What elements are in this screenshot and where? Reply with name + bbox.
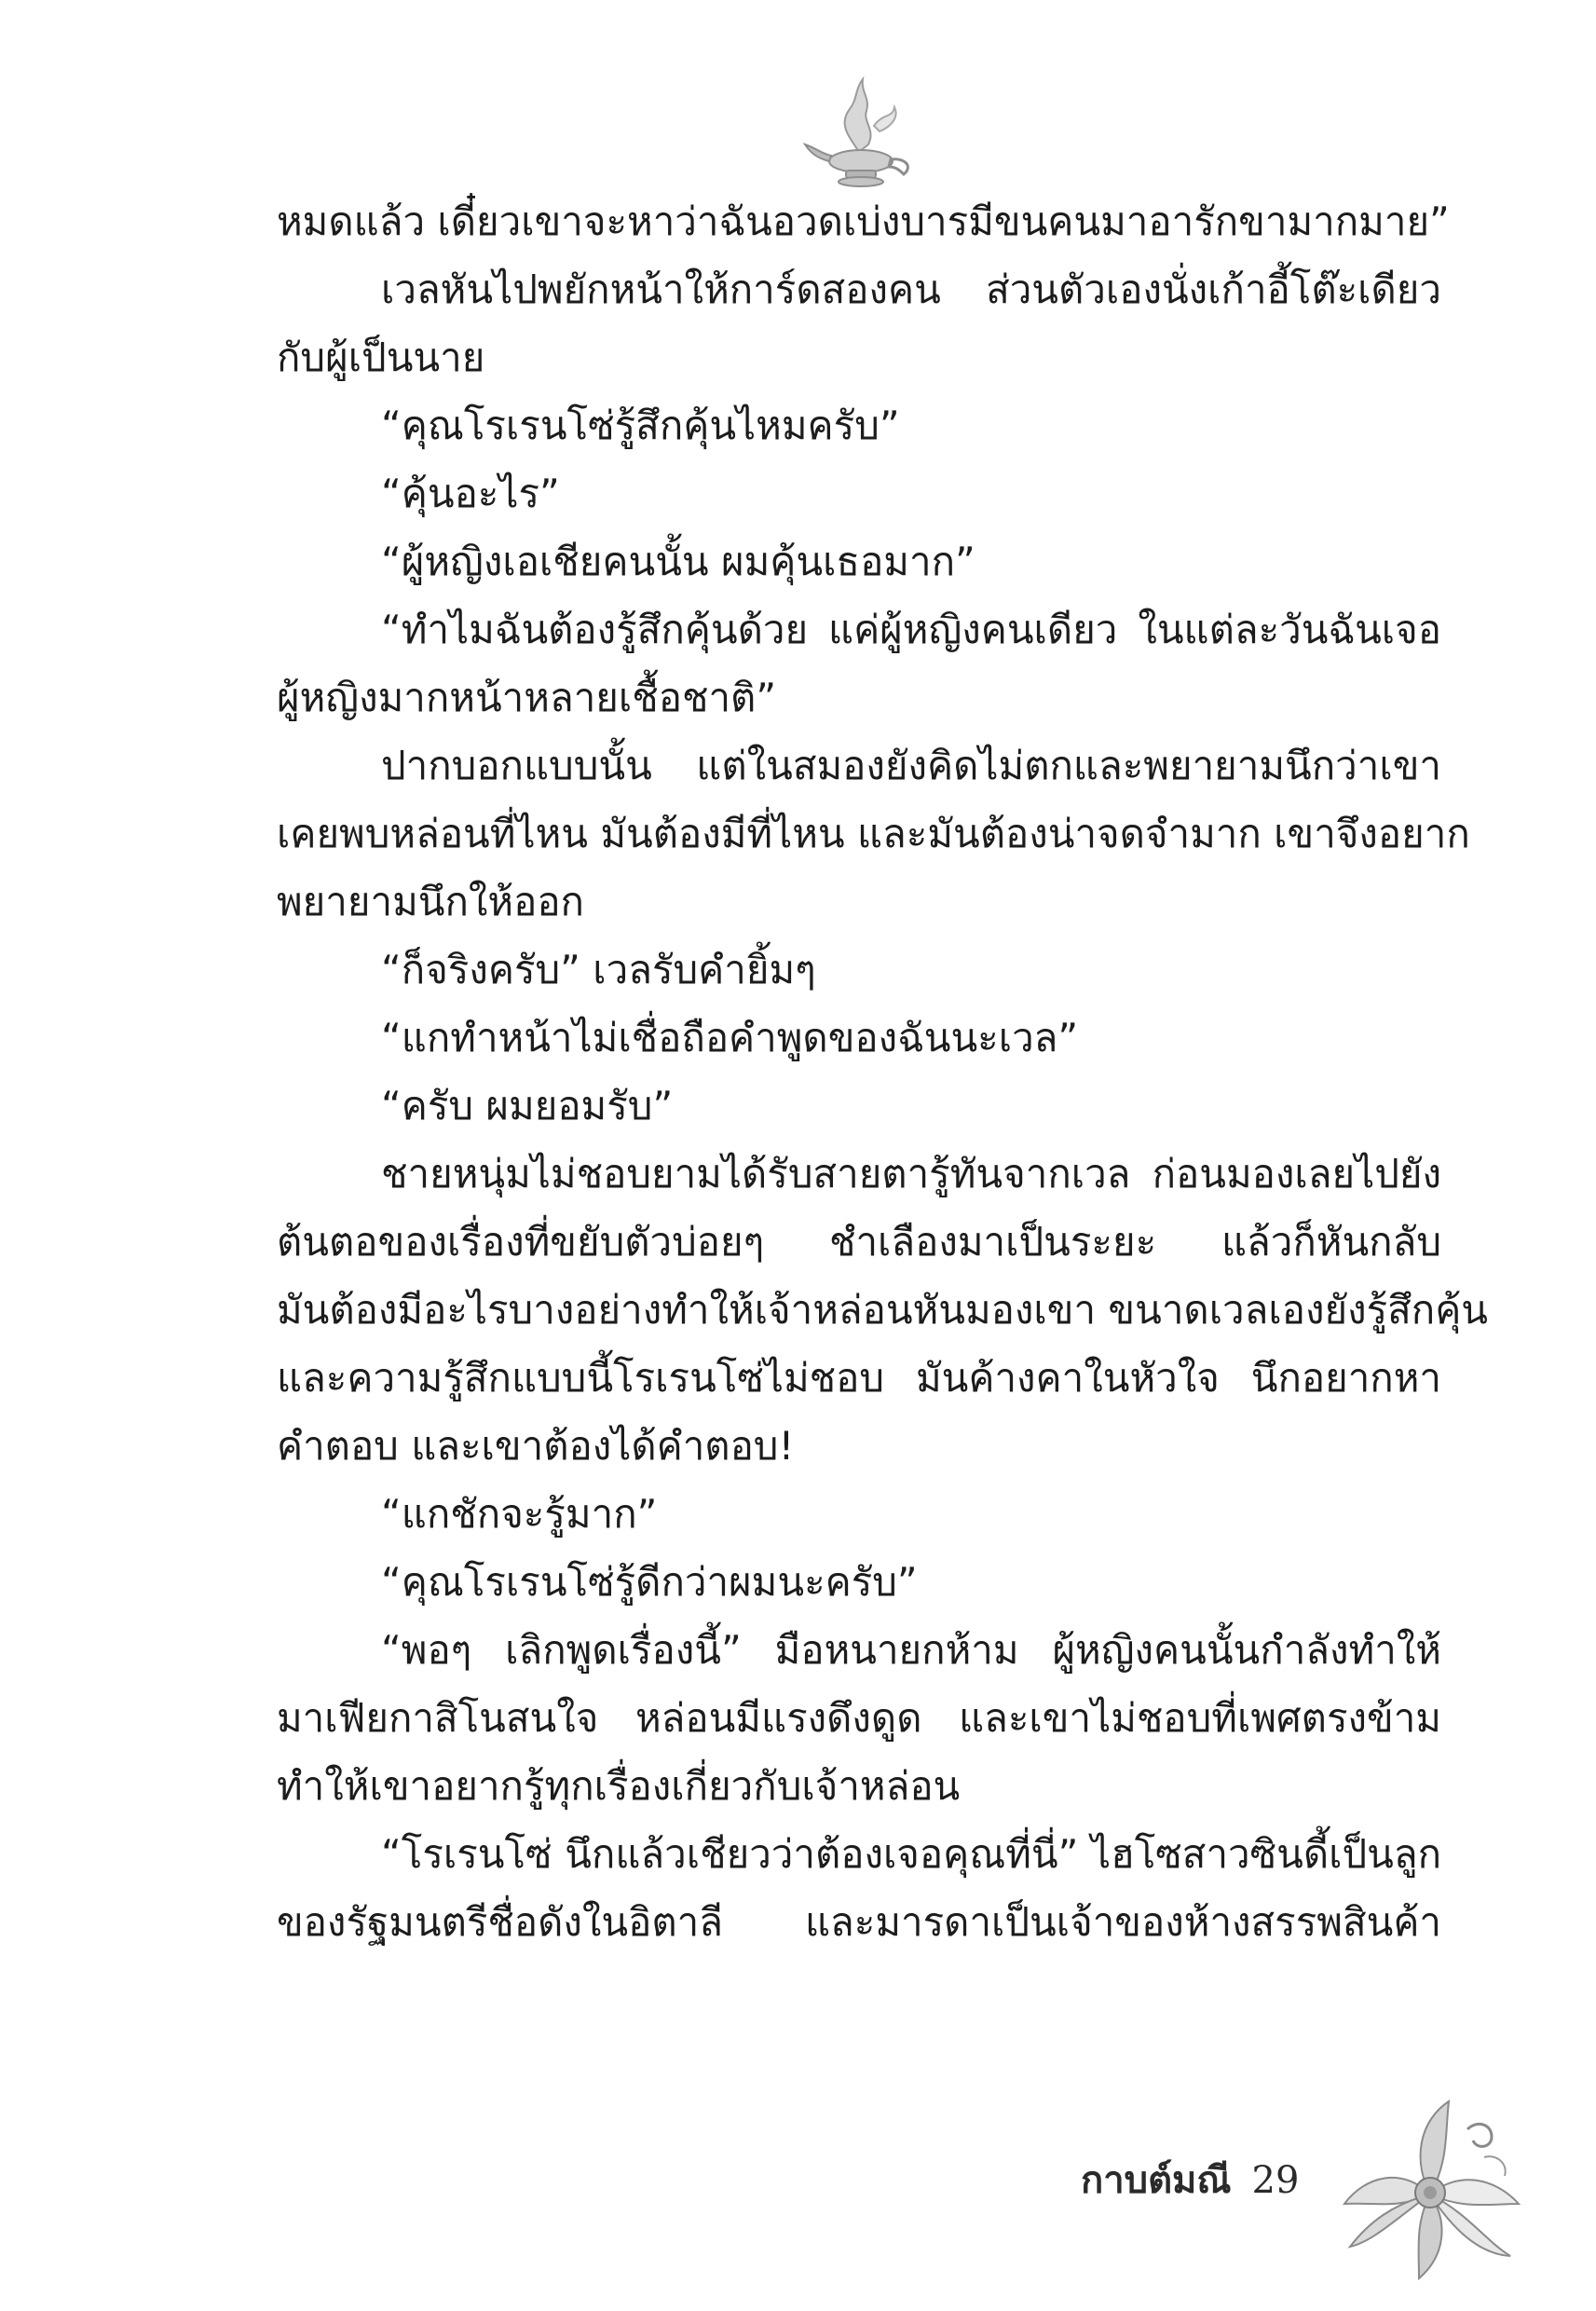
text-line: “ครับ ผมยอมรับ” [381, 1083, 674, 1128]
text-line: เคยพบหล่อนที่ไหน มันต้องมีที่ไหน และมันต้องน่าจดจำมาก เขาจึงอยาก [277, 811, 1470, 856]
page-number: 29 [1251, 2159, 1300, 2202]
text-line: ชายหนุ่มไม่ชอบยามได้รับสายตารู้ทันจากเวล ก่อนมองเลยไปยัง [381, 1151, 1441, 1197]
text-line: หมดแล้ว เดี๋ยวเขาจะหาว่าฉันอวดเบ่งบารมีขนคนมาอารักขามากมาย” [277, 198, 1450, 244]
magic-lamp-icon [801, 70, 922, 191]
text-line: “แกชักจะรู้มาก” [381, 1491, 658, 1537]
text-line: “ทำไมฉันต้องรู้สึกคุ้นด้วย แค่ผู้หญิงคนเดียว ในแต่ละวันฉันเจอ [381, 607, 1441, 652]
text-line: มันต้องมีอะไรบางอย่างทำให้เจ้าหล่อนหันมองเขา ขนาดเวลเองยังรู้สึกคุ้น [277, 1287, 1489, 1333]
flower-ornament-icon [1328, 2092, 1533, 2288]
text-line: มาเฟียกาสิโนสนใจ หล่อนมีแรงดึงดูด และเขาไม่ชอบที่เพศตรงข้าม [277, 1695, 1441, 1741]
text-line: “โรเรนโซ่ นึกแล้วเชียวว่าต้องเจอคุณที่นี่” ไฮโซสาวซินดี้เป็นลูก [381, 1831, 1441, 1877]
text-line: “แกทำหน้าไม่เชื่อถือคำพูดของฉันนะเวล” [381, 1015, 1079, 1060]
text-line: ต้นตอของเรื่องที่ขยับตัวบ่อยๆ ชำเลืองมาเป็นระยะ แล้วก็หันกลับ [277, 1219, 1441, 1265]
text-line: ปากบอกแบบนั้น แต่ในสมองยังคิดไม่ตกและพยายามนึกว่าเขา [381, 743, 1441, 788]
text-line: พยายามนึกให้ออก [277, 879, 584, 924]
text-line: เวลหันไปพยักหน้าให้การ์ดสองคน ส่วนตัวเองนั่งเก้าอี้โต๊ะเดียว [381, 267, 1441, 312]
text-line: ทำให้เขาอยากรู้ทุกเรื่องเกี่ยวกับเจ้าหล่อน [277, 1763, 961, 1809]
text-line: “คุ้นอะไร” [381, 471, 560, 516]
page-footer [1081, 2143, 1299, 2218]
text-line: และความรู้สึกแบบนี้โรเรนโซ่ไม่ชอบ มันค้างคาในหัวใจ นึกอยากหา [277, 1355, 1441, 1401]
text-line: “ก็จริงครับ” เวลรับคำยิ้มๆ [381, 947, 816, 992]
text-line: ของรัฐมนตรีชื่อดังในอิตาลี และมารดาเป็นเจ้าของห้างสรรพสินค้า [277, 1899, 1441, 1945]
text-line: “พอๆ เลิกพูดเรื่องนี้” มือหนายกห้าม ผู้หญิงคนนั้นกำลังทำให้ [381, 1627, 1441, 1673]
text-line: “คุณโรเรนโซ่รู้ดีกว่าผมนะครับ” [381, 1559, 918, 1605]
text-line: กับผู้เป็นนาย [277, 335, 485, 380]
book-title: กาบต์มณี [1081, 2159, 1232, 2202]
text-line: ผู้หญิงมากหน้าหลายเชื้อชาติ” [277, 675, 777, 720]
text-line: “คุณโรเรนโซ่รู้สึกคุ้นไหมครับ” [381, 403, 900, 448]
text-line: “ผู้หญิงเอเชียคนนั้น ผมคุ้นเธอมาก” [381, 539, 975, 584]
text-line: คำตอบ และเขาต้องได้คำตอบ! [277, 1423, 795, 1469]
